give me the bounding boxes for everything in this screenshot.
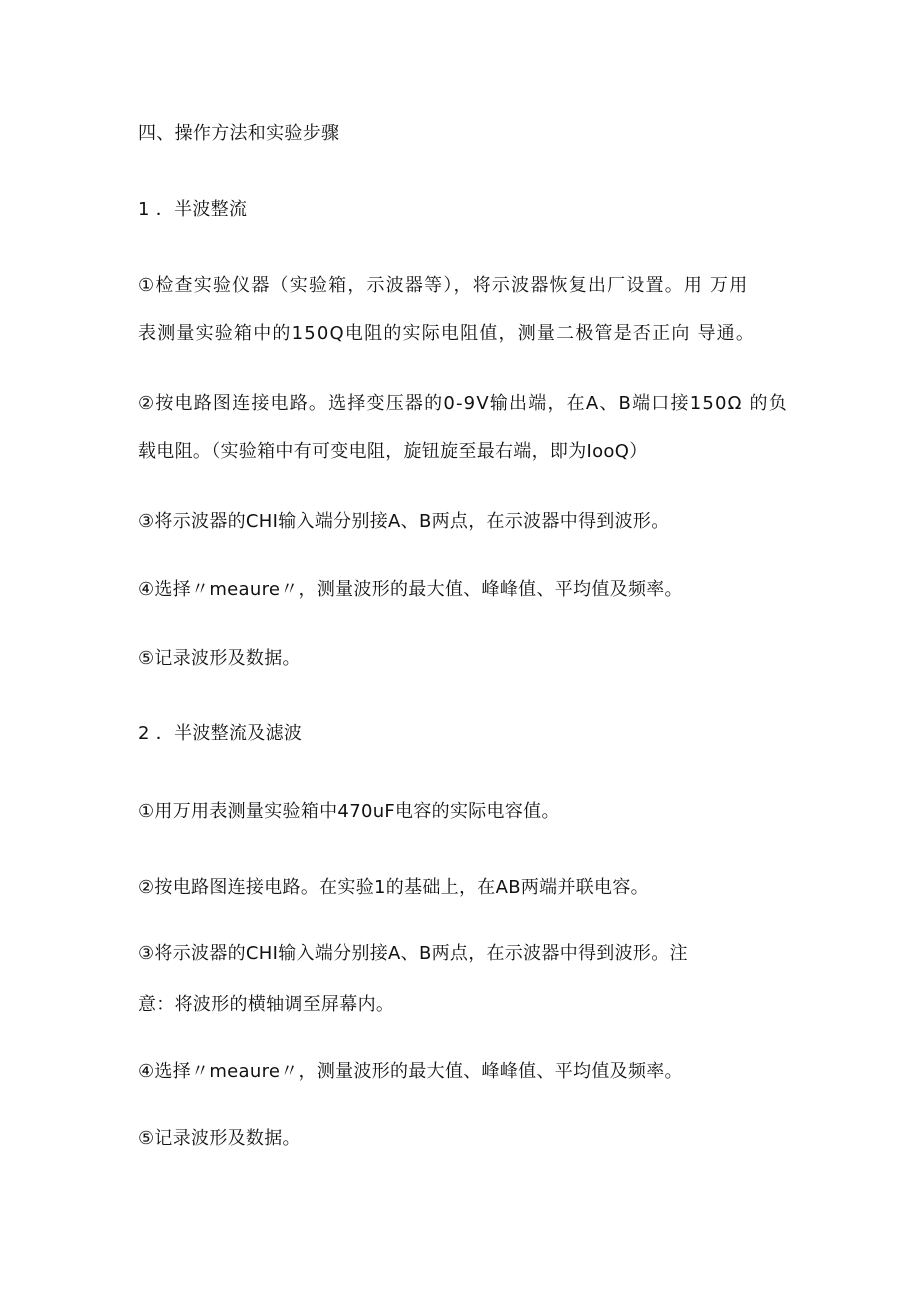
part1-title: 1 ．半波整流 [138, 199, 248, 220]
part2-step3-line2: 意：将波形的横轴调至屏幕内。 [138, 994, 395, 1015]
part1-step1-line2: 表测量实验箱中的150Q电阻的实际电阻值，测量二极管是否正向 导通。 [138, 323, 756, 344]
part1-step2-line1: ②按电路图连接电路。选择变压器的0-9V输出端，在A、B端口接150Ω 的负 [138, 393, 788, 414]
section-heading: 四、操作方法和实验步骤 [138, 123, 340, 144]
part1-step2-line2: 载电阻。（实验箱中有可变电阻，旋钮旋至最右端，即为IooQ） [138, 441, 648, 462]
part2-step5: ⑤记录波形及数据。 [138, 1128, 301, 1149]
part2-step2: ②按电路图连接电路。在实验1的基础上，在AB两端并联电容。 [138, 877, 649, 898]
part2-step3-line1: ③将示波器的CHI输入端分别接A、B两点，在示波器中得到波形。注 [138, 943, 688, 964]
part2-step1: ①用万用表测量实验箱中470uF电容的实际电容值。 [138, 801, 560, 822]
part1-step3: ③将示波器的CHI输入端分别接A、B两点，在示波器中得到波形。 [138, 511, 670, 532]
part1-step4: ④选择〃meaure〃，测量波形的最大值、峰峰值、平均值及频率。 [138, 579, 683, 600]
part2-step4: ④选择〃meaure〃，测量波形的最大值、峰峰值、平均值及频率。 [138, 1061, 683, 1082]
part2-title: 2 ．半波整流及滤波 [138, 723, 303, 744]
part1-step5: ⑤记录波形及数据。 [138, 648, 301, 669]
part1-step1-line1: ①检查实验仪器（实验箱，示波器等），将示波器恢复出厂设置。用 万用 [138, 275, 749, 296]
